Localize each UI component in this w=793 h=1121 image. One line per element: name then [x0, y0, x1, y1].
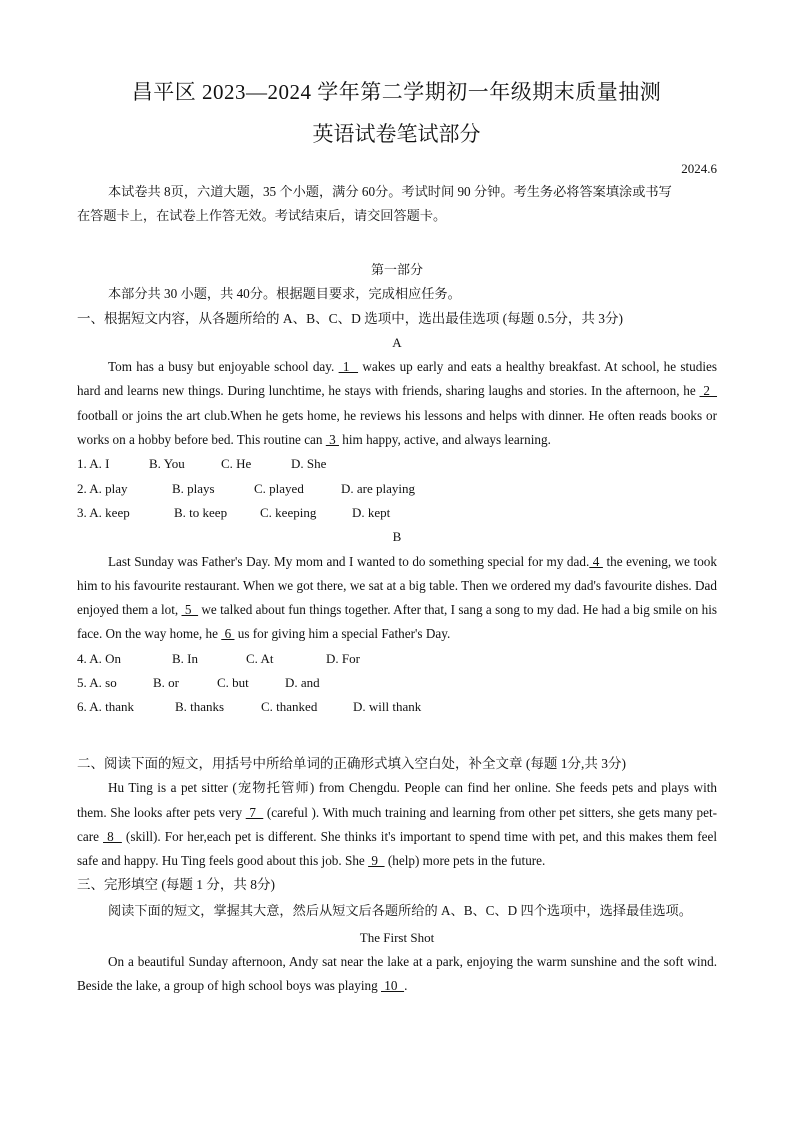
blank-3: 3: [325, 432, 339, 448]
instructions-line-2: 在答题卡上，在试卷上作答无效。考试结束后，请交回答题卡。: [77, 208, 447, 224]
passage-a-text-2: wakes up early and eats a healthy breakfast. At school, he studies hard and learns new things. During lunchtime, he stays with friends, sharing laughs and stories. In the afternoon, he: [77, 359, 718, 399]
q4-option-a: 4. A. On: [77, 650, 122, 666]
q2-option-a: 2. A. play: [77, 480, 128, 496]
question-3-options: [77, 501, 717, 525]
passage-b-text-2: the evening, we took him to his favourite restaurant. When we got there, we sat at a big table. Then we ordered my dad's favourite dishes. Dad enjoyed them a lot,: [77, 553, 717, 618]
blank-2: 2: [699, 383, 718, 399]
q4-option-c: C. At: [246, 650, 274, 666]
part-one-intro: 本部分共 30 小题，共 40分。根据题目要求，完成相应任务。: [108, 286, 461, 302]
part-one-title: 第一部分: [370, 262, 423, 277]
passage-a-text-3: football or joins the art club.When he gets home, he reviews his lessons and helps with dinner. He often reads books or works on a hobby before bed. This routine can: [77, 407, 717, 448]
blank-5: 5: [181, 602, 199, 618]
section-two-text-3: (skill). For her,each pet is different. She thinks it's important to spend time with pet, and this makes them feel safe and happy. Hu Ting feels good about this job. She: [77, 828, 717, 869]
section-three-passage: [77, 950, 717, 999]
q6-option-c: C. thanked: [261, 699, 318, 715]
exam-subtitle: 英语试卷笔试部分: [312, 122, 481, 146]
section-one-heading: 一、根据短文内容，从各题所给的 A、B、C、D 选项中，选出最佳选项 (每题 0.5分，共 3分): [77, 310, 623, 326]
question-1-options: [77, 452, 717, 476]
blank-8: 8: [103, 828, 122, 844]
q3-option-d: D. kept: [352, 504, 391, 520]
q3-option-a: 3. A. keep: [77, 504, 130, 520]
q1-option-c: C. He: [221, 456, 252, 472]
exam-title: 昌平区 2023—2024 学年第二学期初一年级期末质量抽测: [131, 80, 662, 104]
section-three-heading: 三、完形填空 (每题 1 分，共 8分): [77, 877, 275, 893]
question-5-options: [77, 671, 717, 695]
q5-option-a: 5. A. so: [77, 675, 117, 691]
question-2-options: [77, 477, 717, 501]
story-title: The First Shot: [359, 929, 435, 945]
q4-option-b: B. In: [172, 650, 198, 666]
section-three-text-1: On a beautiful Sunday afternoon, Andy sat near the lake at a park, enjoying the warm sunshine and the soft wind. Beside the lake, a group of high school boys was playing: [77, 954, 717, 994]
section-two-text-4: (help) more pets in the future.: [384, 853, 546, 869]
section-two: [77, 752, 717, 999]
q5-option-c: C. but: [217, 675, 249, 691]
q6-option-d: D. will thank: [353, 699, 422, 715]
question-6-options: [77, 695, 717, 719]
q2-option-c: C. played: [254, 480, 304, 496]
passage-b-text-4: us for giving him a special Father's Day.: [234, 626, 451, 642]
q2-option-d: D. are playing: [341, 480, 416, 496]
q2-option-b: B. plays: [172, 480, 215, 496]
blank-10: 10: [381, 978, 405, 994]
section-three-text-2: .: [404, 978, 408, 994]
blank-7: 7: [245, 804, 264, 820]
question-4-options: [77, 647, 717, 671]
section-two-passage: [77, 776, 717, 873]
passage-a-text-1: Tom has a busy but enjoyable school day.: [108, 359, 339, 375]
section-three-intro: 阅读下面的短文，掌握其大意，然后从短文后各题所给的 A、B、C、D 四个选项中，选择最佳选项。: [108, 902, 692, 918]
q3-option-b: B. to keep: [174, 504, 228, 520]
passage-b-text-3: we talked about fun things together. After that, I sang a song to my dad. He had a big smile on his face. On the way home, he: [77, 602, 717, 642]
passage-a-label: A: [392, 334, 402, 350]
passage-b-label: B: [392, 529, 402, 545]
instructions-line-1: 本试卷共 8页，六道大题，35 个小题，满分 60分。考试时间 90 分钟。考生务必将答案填涂或书写: [108, 184, 672, 199]
section-two-text-1: Hu Ting is a pet sitter (宠物托管师) from Chengdu. People can find her online. She feeds pets and plays with them. She looks after pets very: [77, 780, 717, 820]
blank-1: 1: [338, 359, 359, 375]
passage-a: [77, 355, 717, 452]
q5-option-d: D. and: [285, 675, 320, 691]
q6-option-b: B. thanks: [175, 699, 225, 715]
passage-b-text-1: Last Sunday was Father's Day. My mom and I wanted to do something special for my dad.: [108, 553, 590, 569]
q1-option-b: B. You: [149, 456, 185, 472]
passage-b: [77, 550, 717, 647]
q1-option-a: 1. A. I: [77, 456, 110, 472]
q5-option-b: B. or: [153, 675, 179, 691]
q1-option-d: D. She: [291, 456, 327, 472]
instructions: [77, 180, 717, 229]
part-one: [77, 258, 717, 720]
passage-a-text-4: him happy, active, and always learning.: [338, 432, 551, 448]
section-two-text-2: (careful ). With much training and learning from other pet sitters, she gets many pet-care: [77, 804, 718, 844]
q3-option-c: C. keeping: [260, 504, 317, 520]
blank-9: 9: [368, 853, 385, 869]
q6-option-a: 6. A. thank: [77, 699, 135, 715]
section-two-heading: 二、阅读下面的短文，用括号中所给单词的正确形式填入空白处，补全文章 (每题 1分,共 3分): [77, 756, 626, 771]
q4-option-d: D. For: [326, 650, 360, 666]
blank-4: 4: [589, 553, 603, 569]
exam-date: 2024.6: [681, 161, 717, 176]
blank-6: 6: [221, 626, 235, 642]
